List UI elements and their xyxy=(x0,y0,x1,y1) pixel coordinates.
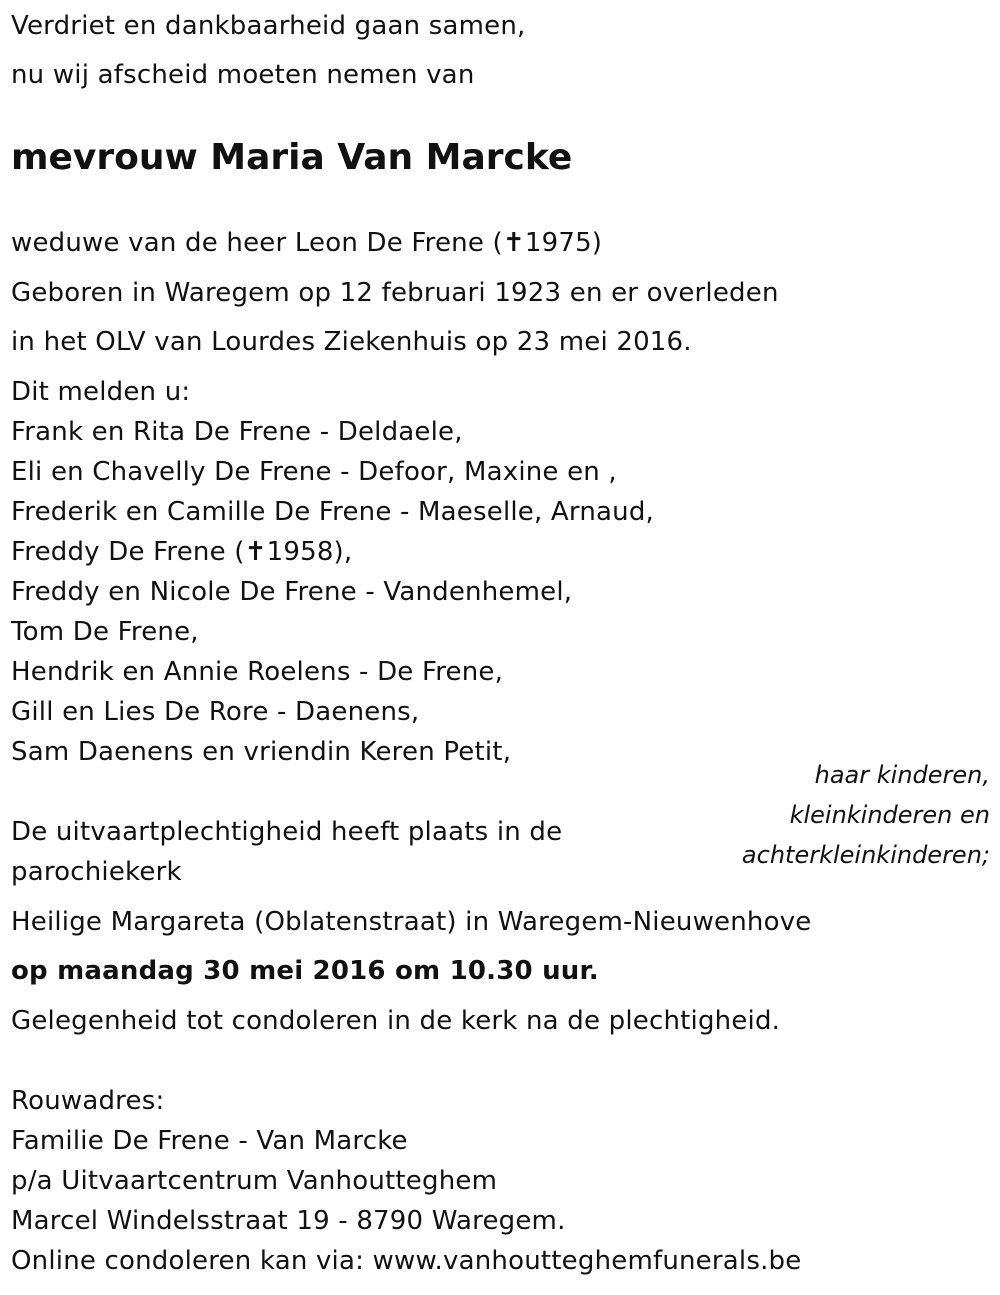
ceremony-datetime: op maandag 30 mei 2016 om 10.30 uur. xyxy=(11,956,599,986)
widow-suffix: 1975) xyxy=(524,228,603,258)
freddy-prefix: Freddy De Frene ( xyxy=(11,537,245,567)
intro-line-1: Verdriet en dankbaarheid gaan samen, xyxy=(11,11,526,41)
deceased-name: mevrouw Maria Van Marcke xyxy=(11,137,573,178)
address-street: Marcel Windelsstraat 19 - 8790 Waregem. xyxy=(11,1206,566,1236)
cross-icon: ✝ xyxy=(502,228,525,258)
relation-line-2: kleinkinderen en xyxy=(789,801,990,829)
death-line: in het OLV van Lourdes Ziekenhuis op 23 mei 2016. xyxy=(11,327,692,357)
widow-line xyxy=(11,227,602,259)
freddy-suffix: 1958), xyxy=(266,537,353,567)
online-condolence: Online condoleren kan via: www.vanhoutteghemfunerals.be xyxy=(11,1246,802,1276)
address-center: p/a Uitvaartcentrum Vanhoutteghem xyxy=(11,1166,498,1196)
list-item: Gill en Lies De Rore - Daenens, xyxy=(11,697,420,727)
announcers-heading: Dit melden u: xyxy=(11,377,191,407)
condolence-line: Gelegenheid tot condoleren in de kerk na de plechtigheid. xyxy=(11,1006,781,1036)
list-item: Frank en Rita De Frene - Deldaele, xyxy=(11,417,463,447)
birth-line: Geboren in Waregem op 12 februari 1923 en er overleden xyxy=(11,278,779,308)
list-item: Tom De Frene, xyxy=(11,617,199,647)
address-heading: Rouwadres: xyxy=(11,1086,165,1116)
list-item: Frederik en Camille De Frene - Maeselle, Arnaud, xyxy=(11,497,654,527)
widow-prefix: weduwe van de heer Leon De Frene ( xyxy=(11,228,503,258)
relation-line-1: haar kinderen, xyxy=(814,761,990,789)
cross-icon: ✝ xyxy=(244,537,267,567)
list-item: Freddy en Nicole De Frene - Vandenhemel, xyxy=(11,577,573,607)
list-item: Sam Daenens en vriendin Keren Petit, xyxy=(11,737,512,767)
ceremony-line-1: De uitvaartplechtigheid heeft plaats in de xyxy=(11,817,563,847)
intro-line-2: nu wij afscheid moeten nemen van xyxy=(11,60,475,90)
address-family: Familie De Frene - Van Marcke xyxy=(11,1126,408,1156)
church-line: Heilige Margareta (Oblatenstraat) in Waregem-Nieuwenhove xyxy=(11,907,812,937)
list-item xyxy=(11,536,352,568)
ceremony-line-2: parochiekerk xyxy=(11,857,182,887)
list-item: Eli en Chavelly De Frene - Defoor, Maxine en , xyxy=(11,457,617,487)
list-item: Hendrik en Annie Roelens - De Frene, xyxy=(11,657,504,687)
relation-line-3: achterkleinkinderen; xyxy=(741,841,990,869)
